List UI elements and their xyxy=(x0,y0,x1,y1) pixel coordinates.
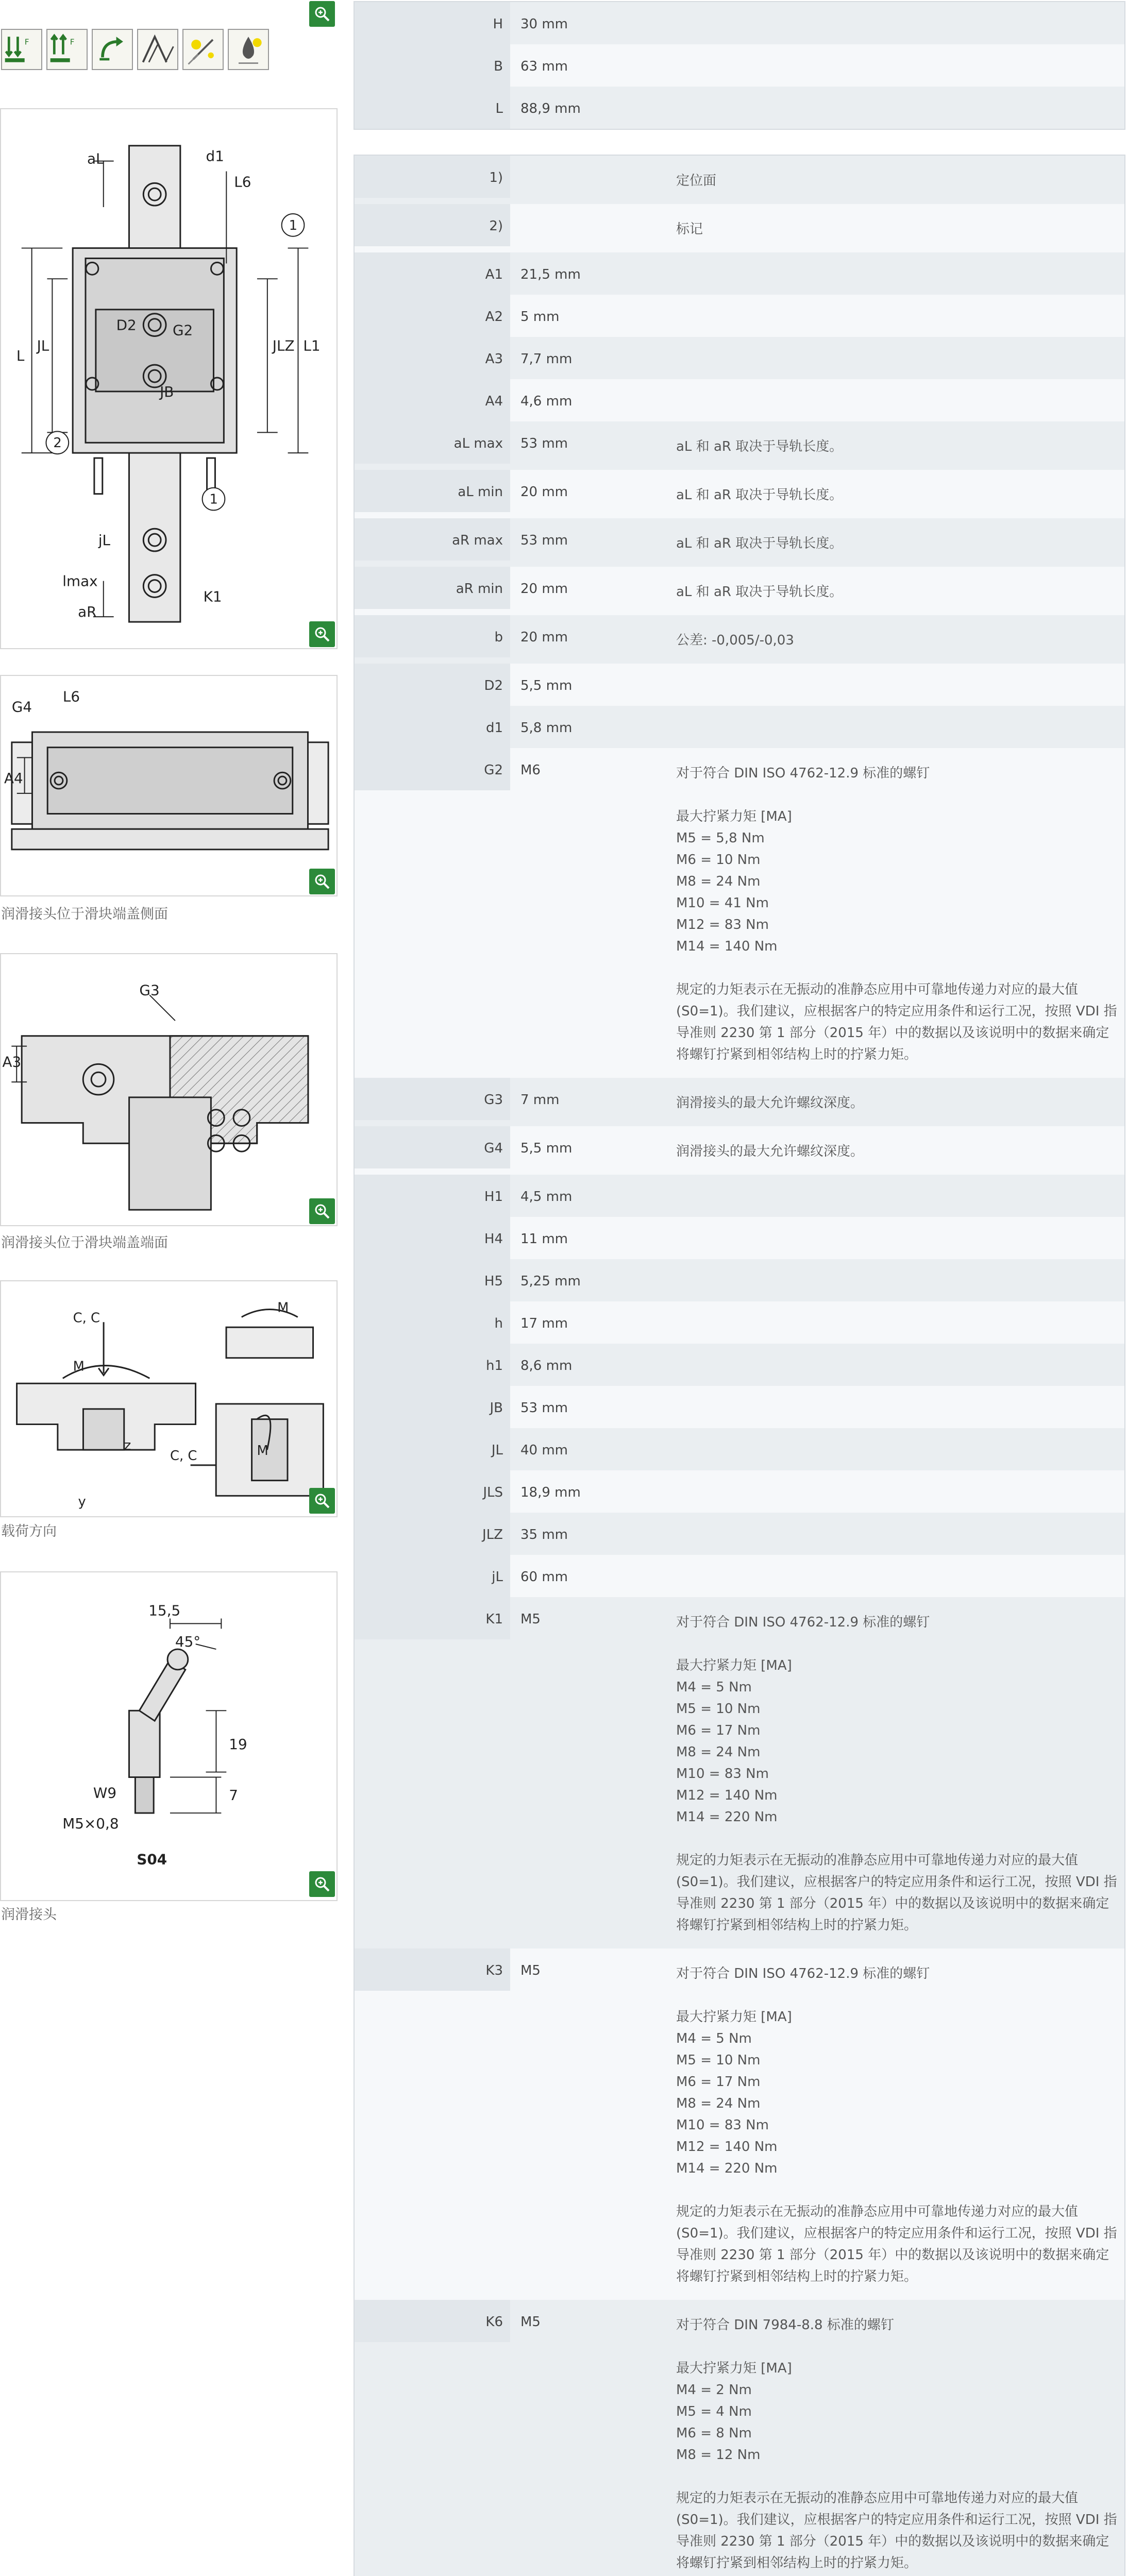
param-label: K3 xyxy=(355,1948,510,1991)
param-value: 20 mm xyxy=(520,581,568,597)
param-label: G4 xyxy=(355,1126,510,1168)
svg-text:JB: JB xyxy=(160,383,174,400)
magnifier-icon xyxy=(313,873,331,890)
svg-text:1: 1 xyxy=(209,492,218,507)
param-label: aR max xyxy=(355,518,510,561)
param-description xyxy=(666,1175,1124,1201)
param-description xyxy=(666,87,1124,113)
param-description: 对于符合 DIN ISO 4762-12.9 标准的螺钉 最大拧紧力矩 [MA] M4 = 5 Nm M5 = 10 Nm M6 = 17 Nm M8 = 24 Nm M10 = 83 Nm M12 = 140 Nm M14 = 220 Nm 规定的力矩表示在无振动的准静态应用中可靠地传递力对应的最大值 (S0=1)。我们建议，应根据客户的特定应用条件和运行工况，按照 VDI 指导准则 2230 第 1 部分（2015 年）中的数据以及该说明中的数据来确定将螺钉拧紧到相邻结构上时的拧紧力矩。 xyxy=(676,1615,1117,1933)
param-label: JB xyxy=(355,1386,510,1428)
param-description: 定位面 xyxy=(676,173,717,189)
param-value: 11 mm xyxy=(520,1231,568,1247)
load-direction-drawing xyxy=(0,1280,338,1517)
param-description xyxy=(666,44,1124,71)
param-value: 53 mm xyxy=(520,1400,568,1416)
table-row xyxy=(355,748,1124,1078)
table-row xyxy=(355,2300,1124,2576)
param-value: 5,5 mm xyxy=(520,678,573,693)
lubricant-drop-icon[interactable] xyxy=(228,29,269,70)
magnifier-icon xyxy=(313,5,331,23)
svg-text:2: 2 xyxy=(53,435,62,451)
param-description xyxy=(666,664,1124,690)
detail-dimensions-table xyxy=(354,155,1125,2576)
table-row xyxy=(355,87,1124,129)
table-row xyxy=(355,2,1124,44)
rail-load-alt-icon[interactable] xyxy=(46,29,88,70)
param-description: 标记 xyxy=(676,222,703,237)
param-description: aL 和 aR 取决于导轨长度。 xyxy=(676,536,843,551)
svg-text:15,5: 15,5 xyxy=(148,1602,181,1619)
param-value: 7,7 mm xyxy=(520,351,573,367)
svg-text:F: F xyxy=(70,37,75,47)
table-row xyxy=(355,295,1124,337)
param-label: H xyxy=(355,2,510,44)
table-row xyxy=(355,1217,1124,1259)
table-row xyxy=(355,337,1124,379)
zoom-button[interactable] xyxy=(309,1871,335,1897)
param-value: 63 mm xyxy=(520,59,568,74)
param-description xyxy=(666,1386,1124,1413)
svg-text:aR: aR xyxy=(78,603,97,621)
param-value xyxy=(510,156,666,170)
svg-text:45°: 45° xyxy=(175,1633,201,1651)
param-value: 40 mm xyxy=(520,1443,568,1458)
svg-text:L1: L1 xyxy=(303,337,321,354)
param-description: 公差: -0,005/-0,03 xyxy=(676,633,794,648)
svg-text:C, C: C, C xyxy=(73,1310,100,1326)
table-row xyxy=(355,470,1124,518)
svg-text:jL: jL xyxy=(98,532,111,549)
svg-text:W9: W9 xyxy=(93,1784,117,1802)
param-label: A2 xyxy=(355,295,510,337)
param-value: 7 mm xyxy=(520,1092,560,1108)
param-description xyxy=(666,295,1124,321)
table-row xyxy=(355,1175,1124,1217)
lubrication-icon[interactable] xyxy=(182,29,224,70)
svg-text:A3: A3 xyxy=(2,1053,22,1071)
param-description xyxy=(666,252,1124,279)
table-row xyxy=(355,44,1124,87)
svg-text:G3: G3 xyxy=(139,981,160,999)
param-description: aL 和 aR 取决于导轨长度。 xyxy=(676,487,843,503)
table-row xyxy=(355,1344,1124,1386)
table-row xyxy=(355,1301,1124,1344)
param-label: h1 xyxy=(355,1344,510,1386)
svg-text:z: z xyxy=(124,1438,131,1454)
param-value: 18,9 mm xyxy=(520,1485,581,1500)
param-value: 5,8 mm xyxy=(520,720,573,736)
param-value: 17 mm xyxy=(520,1316,568,1331)
svg-text:JL: JL xyxy=(37,337,49,354)
table-row xyxy=(355,664,1124,706)
param-description xyxy=(666,1259,1124,1286)
param-label: aL min xyxy=(355,470,510,512)
param-value: 20 mm xyxy=(520,630,568,645)
svg-text:7: 7 xyxy=(229,1787,238,1804)
param-label: H4 xyxy=(355,1217,510,1259)
param-description xyxy=(666,2,1124,29)
param-value: 5,5 mm xyxy=(520,1141,573,1156)
param-description: 对于符合 DIN 7984-8.8 标准的螺钉 最大拧紧力矩 [MA] M4 = 2 Nm M5 = 4 Nm M6 = 8 Nm M8 = 12 Nm 规定的力矩表示在无振动的准静态应用中可靠地传递力对应的最大值 (S0=1)。我们建议，应根据客户的特定应用条件和运行工况，按照 VDI 指导准则 2230 第 1 部分（2015 年）中的数据以及该说明中的数据来确定将螺钉拧紧到相邻结构上时的拧紧力矩。 xyxy=(676,2317,1117,2571)
param-value: 5,25 mm xyxy=(520,1274,581,1289)
svg-text:aL: aL xyxy=(87,150,104,167)
table-row xyxy=(355,1597,1124,1948)
param-description xyxy=(666,706,1124,733)
table-row xyxy=(355,1078,1124,1126)
zoom-button[interactable] xyxy=(309,869,335,894)
side-lubrication-drawing xyxy=(0,675,338,896)
svg-text:L6: L6 xyxy=(62,688,80,705)
param-value xyxy=(510,204,666,218)
svg-text:S04: S04 xyxy=(137,1851,167,1868)
zoom-button[interactable] xyxy=(309,1488,335,1514)
param-value: M6 xyxy=(520,762,541,778)
param-label: A1 xyxy=(355,252,510,295)
svg-text:19: 19 xyxy=(229,1735,247,1753)
param-value: 53 mm xyxy=(520,436,568,451)
svg-text:M5×0,8: M5×0,8 xyxy=(62,1815,119,1832)
table-row xyxy=(355,1126,1124,1175)
param-label: JLS xyxy=(355,1470,510,1513)
rail-load-icon[interactable] xyxy=(1,29,42,70)
param-description xyxy=(666,379,1124,406)
table-row xyxy=(355,1948,1124,2300)
svg-text:JLZ: JLZ xyxy=(272,337,295,354)
param-value: 88,9 mm xyxy=(520,101,581,116)
param-description xyxy=(666,1301,1124,1328)
svg-text:C, C: C, C xyxy=(170,1448,197,1464)
end-lubrication-drawing xyxy=(0,953,338,1226)
table-row xyxy=(355,615,1124,664)
svg-text:K1: K1 xyxy=(203,588,222,605)
table-row xyxy=(355,421,1124,470)
param-label: JLZ xyxy=(355,1513,510,1555)
svg-text:F: F xyxy=(24,37,29,47)
param-value: 35 mm xyxy=(520,1527,568,1543)
svg-text:y: y xyxy=(78,1494,86,1510)
svg-text:M: M xyxy=(73,1359,85,1375)
svg-text:d1: d1 xyxy=(206,147,224,165)
main-dimensions-table xyxy=(354,1,1125,130)
param-value: 30 mm xyxy=(520,16,568,32)
param-value: M5 xyxy=(520,1963,541,1978)
table-row xyxy=(355,567,1124,615)
table-row xyxy=(355,204,1124,252)
table-row xyxy=(355,706,1124,748)
param-value: 60 mm xyxy=(520,1569,568,1585)
param-label: aL max xyxy=(355,421,510,464)
table-row xyxy=(355,1470,1124,1513)
param-value: 20 mm xyxy=(520,484,568,500)
svg-text:A4: A4 xyxy=(4,770,23,787)
param-description: 润滑接头的最大允许螺纹深度。 xyxy=(676,1095,864,1111)
param-value: 4,5 mm xyxy=(520,1189,573,1205)
figure-caption: 润滑接头位于滑块端盖侧面 xyxy=(1,906,168,922)
table-row xyxy=(355,518,1124,567)
param-value: M5 xyxy=(520,1612,541,1627)
param-description xyxy=(666,1555,1124,1582)
param-label: L xyxy=(355,87,510,129)
param-label: K6 xyxy=(355,2300,510,2342)
figure-caption: 载荷方向 xyxy=(1,1523,57,1539)
zoom-button[interactable] xyxy=(309,1,335,27)
param-label: K1 xyxy=(355,1597,510,1639)
svg-text:M: M xyxy=(257,1443,268,1459)
magnifier-icon xyxy=(313,625,331,643)
table-row xyxy=(355,1386,1124,1428)
param-description xyxy=(666,1344,1124,1370)
param-label: 1) xyxy=(355,156,510,198)
param-label: 2) xyxy=(355,204,510,246)
param-label: G3 xyxy=(355,1078,510,1120)
param-label: A4 xyxy=(355,379,510,421)
param-value: 53 mm xyxy=(520,533,568,548)
svg-text:D2: D2 xyxy=(116,316,137,334)
param-label: D2 xyxy=(355,664,510,706)
param-label: JL xyxy=(355,1428,510,1470)
figure-caption: 润滑接头 xyxy=(1,1907,57,1923)
param-value: 5 mm xyxy=(520,309,560,325)
param-label: A3 xyxy=(355,337,510,379)
svg-text:L6: L6 xyxy=(234,173,251,191)
param-label: h xyxy=(355,1301,510,1344)
svg-text:L: L xyxy=(16,347,25,365)
table-row xyxy=(355,1428,1124,1470)
param-label: jL xyxy=(355,1555,510,1597)
svg-text:G2: G2 xyxy=(172,321,193,339)
param-description: aL 和 aR 取决于导轨长度。 xyxy=(676,584,843,600)
param-description xyxy=(666,337,1124,364)
param-label: H1 xyxy=(355,1175,510,1217)
param-value: M5 xyxy=(520,2314,541,2330)
magnifier-icon xyxy=(313,1202,331,1220)
param-description: 润滑接头的最大允许螺纹深度。 xyxy=(676,1144,864,1159)
param-label: aR min xyxy=(355,567,510,609)
param-label: d1 xyxy=(355,706,510,748)
table-row xyxy=(355,156,1124,204)
table-row xyxy=(355,1259,1124,1301)
dimension-drawing xyxy=(0,108,338,649)
param-description: 对于符合 DIN ISO 4762-12.9 标准的螺钉 最大拧紧力矩 [MA] M4 = 5 Nm M5 = 10 Nm M6 = 17 Nm M8 = 24 Nm M10 = 83 Nm M12 = 140 Nm M14 = 220 Nm 规定的力矩表示在无振动的准静态应用中可靠地传递力对应的最大值 (S0=1)。我们建议，应根据客户的特定应用条件和运行工况，按照 VDI 指导准则 2230 第 1 部分（2015 年）中的数据以及该说明中的数据来确定将螺钉拧紧到相邻结构上时的拧紧力矩。 xyxy=(676,1966,1117,2284)
zoom-button[interactable] xyxy=(309,1198,335,1224)
param-value: 21,5 mm xyxy=(520,267,581,282)
svg-text:M: M xyxy=(277,1300,289,1316)
param-description xyxy=(666,1513,1124,1539)
param-value: 4,6 mm xyxy=(520,394,573,409)
param-label: H5 xyxy=(355,1259,510,1301)
param-label: B xyxy=(355,44,510,87)
param-description xyxy=(666,1428,1124,1455)
table-row xyxy=(355,252,1124,295)
magnifier-icon xyxy=(313,1492,331,1510)
figure-caption: 润滑接头位于滑块端盖端面 xyxy=(1,1235,168,1251)
table-row xyxy=(355,379,1124,421)
param-label: b xyxy=(355,615,510,657)
param-label: G2 xyxy=(355,748,510,790)
param-description: 对于符合 DIN ISO 4762-12.9 标准的螺钉 最大拧紧力矩 [MA] M5 = 5,8 Nm M6 = 10 Nm M8 = 24 Nm M10 = 41 Nm M12 = 83 Nm M14 = 140 Nm 规定的力矩表示在无振动的准静态应用中可靠地传递力对应的最大值 (S0=1)。我们建议，应根据客户的特定应用条件和运行工况，按照 VDI 指导准则 2230 第 1 部分（2015 年）中的数据以及该说明中的数据来确定将螺钉拧紧到相邻结构上时的拧紧力矩。 xyxy=(676,766,1117,1062)
lube-nipple-drawing xyxy=(0,1571,338,1901)
zoom-button[interactable] xyxy=(309,621,335,647)
inclined-mount-icon[interactable] xyxy=(137,29,178,70)
svg-text:lmax: lmax xyxy=(62,572,98,590)
param-description: aL 和 aR 取决于导轨长度。 xyxy=(676,439,843,454)
rotation-icon[interactable] xyxy=(92,29,133,70)
param-description xyxy=(666,1217,1124,1244)
svg-text:G4: G4 xyxy=(11,698,32,716)
param-description xyxy=(666,1470,1124,1497)
magnifier-icon xyxy=(313,1875,331,1893)
table-row xyxy=(355,1555,1124,1597)
table-row xyxy=(355,1513,1124,1555)
param-value: 8,6 mm xyxy=(520,1358,573,1374)
svg-text:1: 1 xyxy=(289,217,298,233)
